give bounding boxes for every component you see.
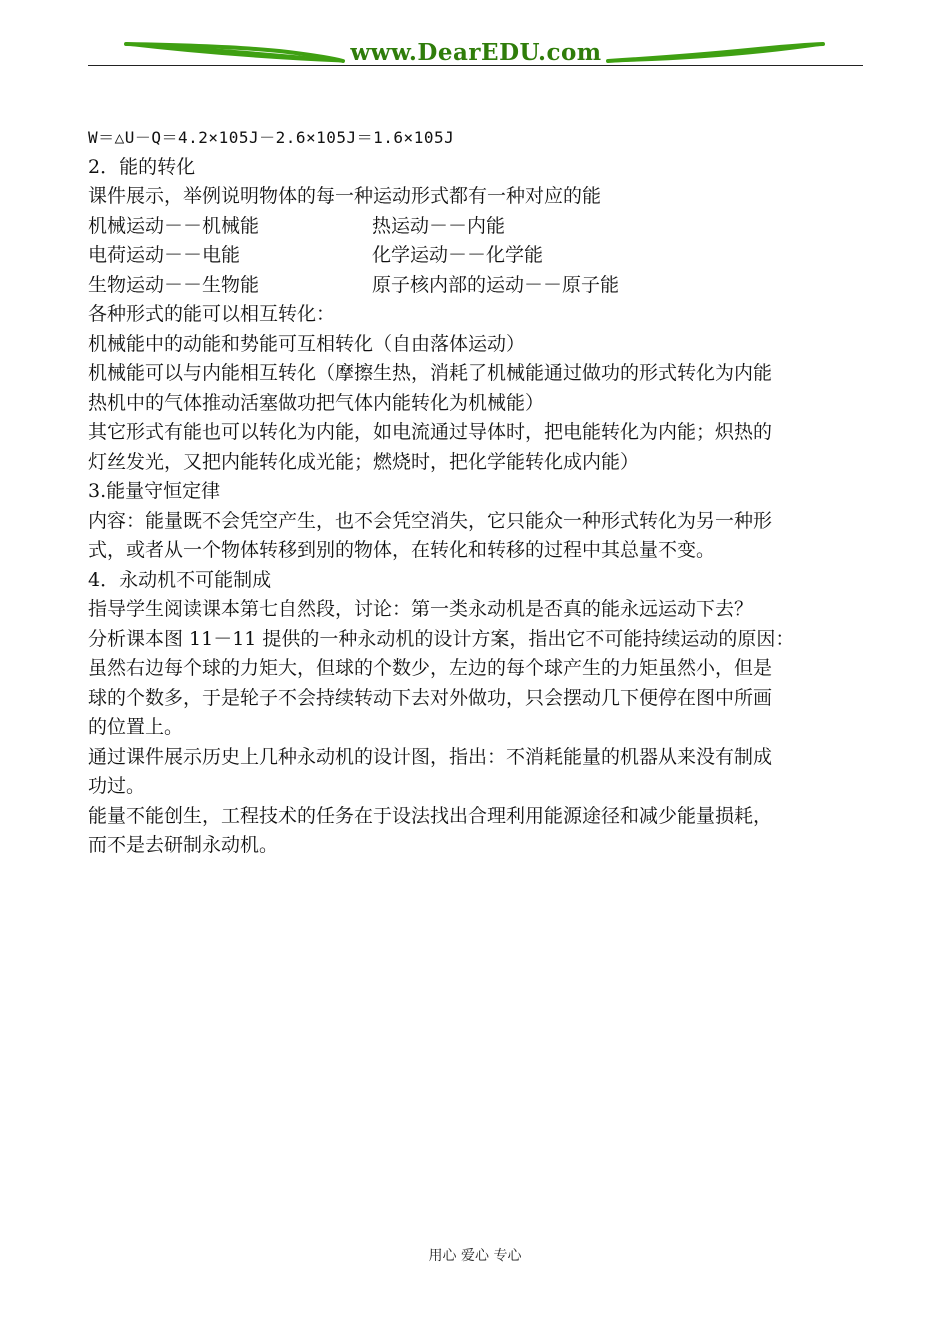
site-logo-text: www.DearEDU.com (350, 39, 602, 66)
text-line: 通过课件展示历史上几种永动机的设计图，指出：不消耗能量的机器从来没有制成 (88, 745, 773, 768)
text-line: 而不是去研制永动机。 (88, 834, 279, 856)
energy-pair-right: 原子核内部的运动－－原子能 (372, 273, 620, 296)
text-line: 各种形式的能可以相互转化： (88, 303, 336, 325)
work-formula: W＝△U－Q＝4.2×105J－2.6×105J＝1.6×105J (88, 128, 455, 147)
section-3-title: 3.能量守恒定律 (88, 480, 221, 502)
text-line: 内容：能量既不会凭空产生，也不会凭空消失，它只能众一种形式转化为另一种形 (88, 509, 773, 532)
text-line: 机械能可以与内能相互转化（摩擦生热，消耗了机械能通过做功的形式转化为内能 (88, 362, 773, 384)
energy-pair-right: 化学运动－－化学能 (372, 244, 544, 266)
text-line: 灯丝发光，又把内能转化成光能；燃烧时，把化学能转化成内能） (88, 450, 640, 473)
page-header (88, 30, 863, 70)
section-4-title: 4．永动机不可能制成 (88, 568, 272, 591)
text-line: 分析课本图 11－11 提供的一种永动机的设计方案，指出它不可能持续运动的原因： (88, 627, 795, 650)
energy-pair-right: 热运动－－内能 (372, 214, 506, 237)
energy-pair-left: 生物运动－－生物能 (88, 273, 260, 296)
document-body (88, 123, 868, 861)
energy-pair-row (88, 271, 868, 301)
page-footer: 用心 爱心 专心 (428, 1248, 522, 1264)
text-line: 虽然右边每个球的力矩大，但球的个数少，左边的每个球产生的力矩虽然小，但是 (88, 657, 773, 679)
energy-pair-left: 机械运动－－机械能 (88, 214, 260, 237)
text-line: 功过。 (88, 775, 146, 797)
energy-pair-row (88, 212, 868, 242)
text-line: 热机中的气体推动活塞做功把气体内能转化为机械能） (88, 391, 545, 414)
header-divider (88, 65, 863, 66)
section-2-intro: 课件展示，举例说明物体的每一种运动形式都有一种对应的能 (88, 185, 602, 207)
text-line: 的位置上。 (88, 716, 184, 738)
text-line: 式，或者从一个物体转移到别的物体，在转化和转移的过程中其总量不变。 (88, 539, 716, 561)
text-line: 能量不能创生，工程技术的任务在于设法找出合理利用能源途径和减少能量损耗， (88, 804, 773, 827)
text-line: 指导学生阅读课本第七自然段，讨论：第一类永动机是否真的能永远运动下去？ (88, 598, 754, 620)
text-line: 机械能中的动能和势能可互相转化（自由落体运动） (88, 332, 526, 355)
text-line: 其它形式有能也可以转化为内能，如电流通过导体时，把电能转化为内能；炽热的 (88, 421, 773, 443)
energy-pair-row (88, 241, 868, 271)
energy-pair-left: 电荷运动－－电能 (88, 244, 241, 266)
section-2-title: 2．能的转化 (88, 155, 196, 178)
text-line: 球的个数多，于是轮子不会持续转动下去对外做功，只会摆动几下便停在图中所画 (88, 686, 773, 709)
